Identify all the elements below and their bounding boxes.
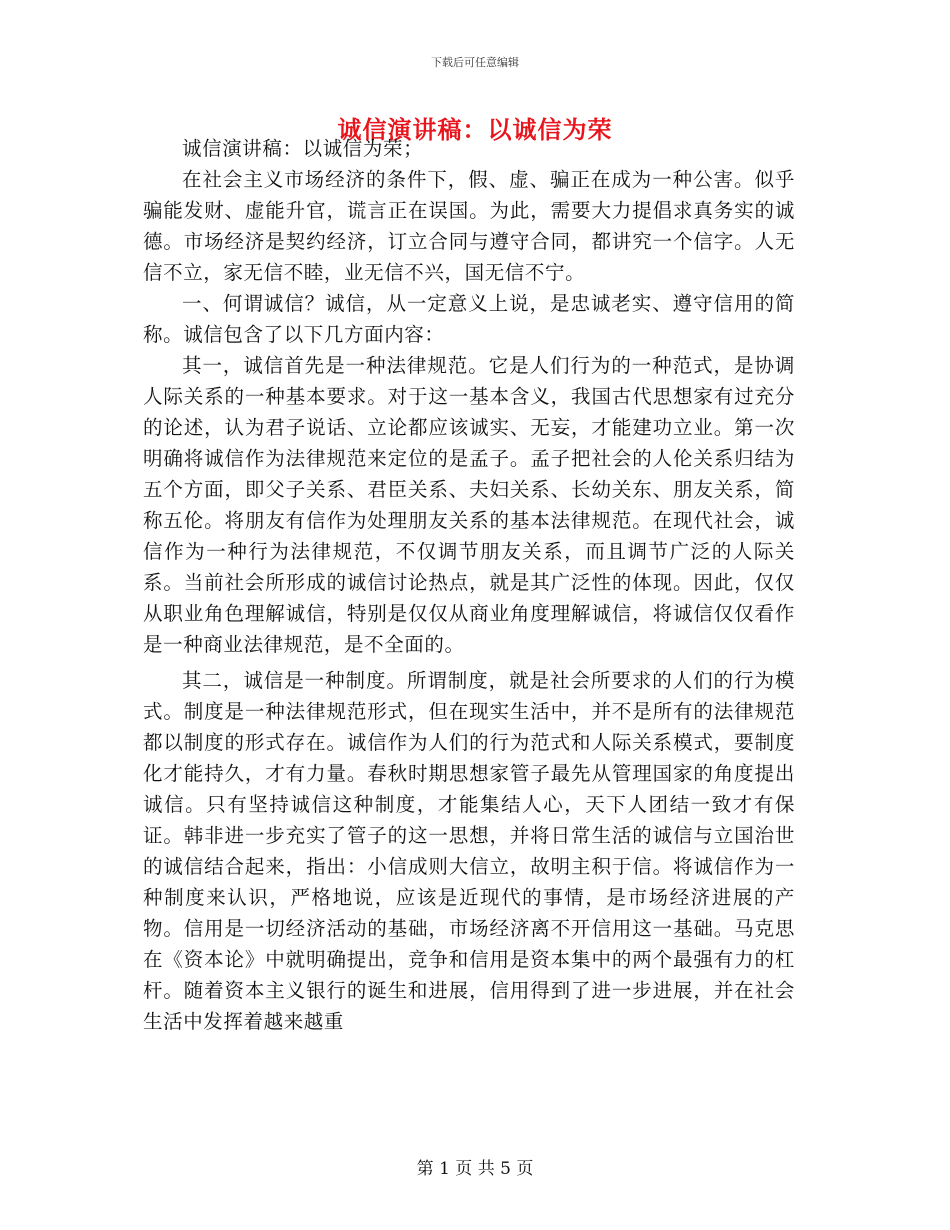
page-number: 第 1 页 共 5 页 — [416, 1159, 534, 1179]
paragraph-definition: 一、何谓诚信？诚信，从一定意义上说，是忠诚老实、遵守信用的简称。诚信包含了以下几方面内容： — [143, 292, 795, 346]
paragraph-subtitle: 诚信演讲稿：以诚信为荣； — [182, 137, 424, 160]
paragraph-point-two: 其二，诚信是一种制度。所谓制度，就是社会所要求的人们的行为模式。制度是一种法律规范形式，但在现实生活中，并不是所有的法律规范都以制度的形式存在。诚信作为人们的行为范式和人际关系模式，要制度化才能持久，才有力量。春秋时期思想家管子最先从管理国家的角度提出诚信。只有坚持诚信这种制度，才能集结人心，天下人团结一致才有保证。韩非进一步充实了管子的这一思想，并将日常生活的诚信与立国治世的诚信结合起来，指出：小信成则大信立，故明主积于信。将诚信作为一种制度来认识，严格地说，应该是近现代的事情，是市场经济进展的产物。信用是一切经济活动的基础，市场经济离不开信用这一基础。马克思在《资本论》中就明确提出，竞争和信用是资本集中的两个最强有力的杠杆。随着资本主义银行的诞生和进展，信用得到了进一步进展，并在社会生活中发挥着越来越重 — [143, 669, 795, 1033]
page-header: 下载后可任意编辑 — [431, 56, 519, 69]
paragraph-point-one: 其一，诚信首先是一种法律规范。它是人们行为的一种范式，是协调人际关系的一种基本要求。对于这一基本含义，我国古代思想家有过充分的论述，认为君子说话、立论都应该诚实、无妄，才能建功立业。第一次明确将诚信作为法律规范来定位的是孟子。孟子把社会的人伦关系归结为五个方面，即父子关系、君臣关系、夫妇关系、长幼关东、朋友关系，简称五伦。将朋友有信作为处理朋友关系的基本法律规范。在现代社会，诚信作为一种行为法律规范，不仅调节朋友关系，而且调节广泛的人际关系。当前社会所形成的诚信讨论热点，就是其广泛性的体现。因此，仅仅从职业角色理解诚信，特别是仅仅从商业角度理解诚信，将诚信仅仅看作是一种商业法律规范，是不全面的。 — [143, 354, 795, 656]
paragraph-intro: 在社会主义市场经济的条件下，假、虚、骗正在成为一种公害。似乎骗能发财、虚能升官，谎言正在误国。为此，需要大力提倡求真务实的诚德。市场经济是契约经济，订立合同与遵守合同，都讲究一个信字。人无信不立，家无信不睦，业无信不兴，国无信不宁。 — [143, 168, 795, 284]
document-title: 诚信演讲稿：以诚信为荣 — [337, 115, 613, 144]
document-body — [143, 133, 795, 1037]
